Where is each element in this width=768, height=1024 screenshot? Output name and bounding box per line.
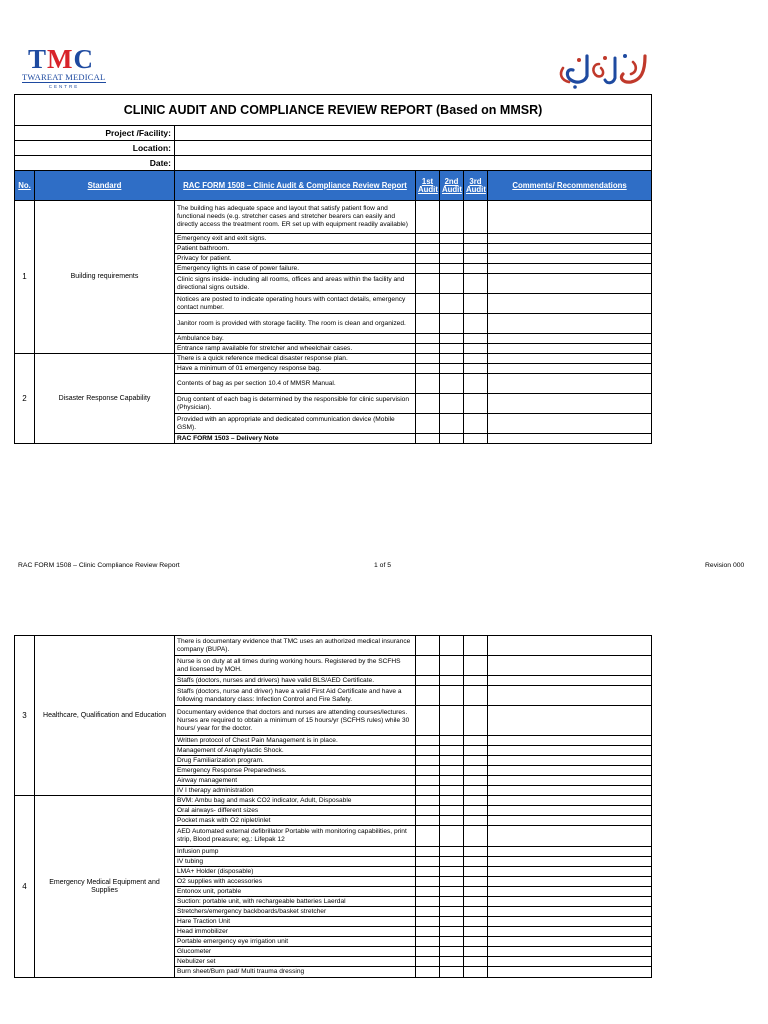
audit-2-cell[interactable] — [440, 201, 464, 234]
audit-3-cell[interactable] — [464, 816, 488, 826]
column-header-standard: Standard — [35, 171, 175, 201]
column-header-comments: Comments/ Recommendations — [488, 171, 652, 201]
audit-3-cell[interactable] — [464, 394, 488, 414]
checklist-item: Patient bathroom. — [175, 244, 416, 254]
audit-3-cell[interactable] — [464, 897, 488, 907]
comments-cell[interactable] — [488, 364, 652, 374]
project-facility-field[interactable] — [175, 126, 652, 141]
audit-2-cell[interactable] — [440, 927, 464, 937]
audit-2-cell[interactable] — [440, 394, 464, 414]
comments-cell[interactable] — [488, 264, 652, 274]
tmc-logo-name: TWAREAT MEDICAL — [22, 72, 106, 82]
checklist-item: Hare Traction Unit — [175, 917, 416, 927]
comments-cell[interactable] — [488, 746, 652, 756]
comments-cell[interactable] — [488, 857, 652, 867]
comments-cell[interactable] — [488, 766, 652, 776]
audit-3-cell[interactable] — [464, 756, 488, 766]
audit-2-cell[interactable] — [440, 947, 464, 957]
checklist-item: Glucometer — [175, 947, 416, 957]
project-facility-label: Project /Facility: — [15, 126, 175, 141]
checklist-item: Airway management — [175, 776, 416, 786]
audit-1-cell[interactable] — [416, 967, 440, 978]
column-header-audit-1: 1st Audit — [416, 171, 440, 201]
checklist-item: O2 supplies with accessories — [175, 877, 416, 887]
checklist-item: AED Automated external defibrillator Portable with monitoring capabilities, print strip, Blood preasure; eg,: Lifepak 12 — [175, 826, 416, 847]
comments-cell[interactable] — [488, 656, 652, 676]
date-field[interactable] — [175, 156, 652, 171]
audit-2-cell[interactable] — [440, 636, 464, 656]
comments-cell[interactable] — [488, 796, 652, 806]
audit-3-cell[interactable] — [464, 201, 488, 234]
audit-3-cell[interactable] — [464, 274, 488, 294]
info-row-location — [15, 141, 652, 156]
audit-2-cell[interactable] — [440, 244, 464, 254]
comments-cell[interactable] — [488, 434, 652, 444]
audit-2-cell[interactable] — [440, 887, 464, 897]
checklist-item: Clinic signs inside- including all rooms, offices and areas within the facility and directional signs outside. — [175, 274, 416, 294]
comments-cell[interactable] — [488, 867, 652, 877]
audit-2-cell[interactable] — [440, 294, 464, 314]
audit-2-cell[interactable] — [440, 234, 464, 244]
checklist-item: Head immobilizer — [175, 927, 416, 937]
audit-3-cell[interactable] — [464, 907, 488, 917]
audit-2-cell[interactable] — [440, 756, 464, 766]
table-row — [15, 796, 652, 806]
comments-cell[interactable] — [488, 254, 652, 264]
audit-1-cell[interactable] — [416, 374, 440, 394]
checklist-item: IV tubing — [175, 857, 416, 867]
footer-revision: Revision 000 — [705, 562, 745, 569]
audit-3-cell[interactable] — [464, 887, 488, 897]
audit-2-cell[interactable] — [440, 736, 464, 746]
section-standard: Emergency Medical Equipment and Supplies — [35, 796, 175, 978]
location-field[interactable] — [175, 141, 652, 156]
checklist-item: Portable emergency eye irrigation unit — [175, 937, 416, 947]
audit-3-cell[interactable] — [464, 334, 488, 344]
audit-2-cell[interactable] — [440, 776, 464, 786]
comments-cell[interactable] — [488, 877, 652, 887]
audit-1-cell[interactable] — [416, 826, 440, 847]
audit-3-cell[interactable] — [464, 264, 488, 274]
audit-3-cell[interactable] — [464, 917, 488, 927]
comments-cell[interactable] — [488, 847, 652, 857]
checklist-item: Staffs (doctors, nurses and drivers) have valid BLS/AED Certificate. — [175, 676, 416, 686]
audit-2-cell[interactable] — [440, 364, 464, 374]
audit-1-cell[interactable] — [416, 394, 440, 414]
audit-1-cell[interactable] — [416, 816, 440, 826]
audit-1-cell[interactable] — [416, 686, 440, 706]
audit-1-cell[interactable] — [416, 706, 440, 736]
audit-1-cell[interactable] — [416, 334, 440, 344]
audit-2-cell[interactable] — [440, 917, 464, 927]
tmc-logo — [22, 44, 108, 92]
audit-3-cell[interactable] — [464, 786, 488, 796]
audit-1-cell[interactable] — [416, 264, 440, 274]
audit-3-cell[interactable] — [464, 967, 488, 978]
audit-1-cell[interactable] — [416, 364, 440, 374]
audit-2-cell[interactable] — [440, 334, 464, 344]
audit-3-cell[interactable] — [464, 314, 488, 334]
audit-3-cell[interactable] — [464, 374, 488, 394]
audit-1-cell[interactable] — [416, 254, 440, 264]
checklist-item: Entonox unit, portable — [175, 887, 416, 897]
audit-1-cell[interactable] — [416, 294, 440, 314]
audit-1-cell[interactable] — [416, 867, 440, 877]
info-row-date — [15, 156, 652, 171]
audit-2-cell[interactable] — [440, 344, 464, 354]
info-row-project — [15, 126, 652, 141]
audit-1-cell[interactable] — [416, 776, 440, 786]
checklist-item: Emergency Response Preparedness. — [175, 766, 416, 776]
audit-table-page-1 — [14, 94, 652, 444]
checklist-item: Drug content of each bag is determined by the responsible for clinic supervision (Physician). — [175, 394, 416, 414]
audit-1-cell[interactable] — [416, 897, 440, 907]
audit-2-cell[interactable] — [440, 897, 464, 907]
audit-1-cell[interactable] — [416, 676, 440, 686]
checklist-item: Emergency exit and exit signs. — [175, 234, 416, 244]
audit-3-cell[interactable] — [464, 766, 488, 776]
audit-2-cell[interactable] — [440, 374, 464, 394]
checklist-item: Suction: portable unit, with rechargeable batteries Laerdal — [175, 897, 416, 907]
audit-1-cell[interactable] — [416, 736, 440, 746]
audit-3-cell[interactable] — [464, 636, 488, 656]
audit-2-cell[interactable] — [440, 686, 464, 706]
column-header-form: RAC FORM 1508 – Clinic Audit & Compliance Review Report — [175, 171, 416, 201]
audit-3-cell[interactable] — [464, 796, 488, 806]
audit-3-cell[interactable] — [464, 706, 488, 736]
checklist-item: Staffs (doctors, nurse and driver) have a valid First Aid Certificate and have a following mandatory class: Infection Control and Fire Safety. — [175, 686, 416, 706]
checklist-item: Provided with an appropriate and dedicated communication device (Mobile GSM). — [175, 414, 416, 434]
checklist-item: Written protocol of Chest Pain Management is in place. — [175, 736, 416, 746]
audit-3-cell[interactable] — [464, 676, 488, 686]
audit-3-cell[interactable] — [464, 354, 488, 364]
audit-3-cell[interactable] — [464, 414, 488, 434]
comments-cell[interactable] — [488, 897, 652, 907]
audit-3-cell[interactable] — [464, 294, 488, 314]
checklist-item: Burn sheet/Burn pad/ Multi trauma dressing — [175, 967, 416, 978]
checklist-item: BVM: Ambu bag and mask CO2 indicator, Adult, Disposable — [175, 796, 416, 806]
checklist-item: Notices are posted to indicate operating hours with contact details, emergency contact number. — [175, 294, 416, 314]
audit-1-cell[interactable] — [416, 414, 440, 434]
checklist-item: Contents of bag as per section 10.4 of MMSR Manual. — [175, 374, 416, 394]
audit-2-cell[interactable] — [440, 877, 464, 887]
audit-1-cell[interactable] — [416, 927, 440, 937]
comments-cell[interactable] — [488, 917, 652, 927]
audit-2-cell[interactable] — [440, 434, 464, 444]
audit-3-cell[interactable] — [464, 857, 488, 867]
audit-2-cell[interactable] — [440, 264, 464, 274]
comments-cell[interactable] — [488, 344, 652, 354]
audit-3-cell[interactable] — [464, 234, 488, 244]
checklist-item: Ambulance bay. — [175, 334, 416, 344]
section-number: 1 — [15, 201, 35, 354]
audit-3-cell[interactable] — [464, 254, 488, 264]
audit-3-cell[interactable] — [464, 937, 488, 947]
audit-1-cell[interactable] — [416, 917, 440, 927]
audit-2-cell[interactable] — [440, 796, 464, 806]
audit-2-cell[interactable] — [440, 676, 464, 686]
audit-1-cell[interactable] — [416, 806, 440, 816]
checklist-item: Nebulizer set — [175, 957, 416, 967]
checklist-item: Infusion pump — [175, 847, 416, 857]
audit-2-cell[interactable] — [440, 414, 464, 434]
audit-1-cell[interactable] — [416, 344, 440, 354]
audit-1-cell[interactable] — [416, 857, 440, 867]
comments-cell[interactable] — [488, 394, 652, 414]
checklist-item: Documentary evidence that doctors and nurses are attending courses/lectures. Nurses are required to obtain a minimum of 15 hours/yr (SCFHS rules) while 30 hours/ year for the doctor. — [175, 706, 416, 736]
checklist-item: IV I therapy administration — [175, 786, 416, 796]
section-standard: Building requirements — [35, 201, 175, 354]
checklist-item: Drug Familiarization program. — [175, 756, 416, 766]
audit-3-cell[interactable] — [464, 364, 488, 374]
audit-3-cell[interactable] — [464, 877, 488, 887]
arabic-calligraphy-logo — [553, 48, 653, 90]
column-header-no: No. — [15, 171, 35, 201]
audit-1-cell[interactable] — [416, 937, 440, 947]
date-label: Date: — [15, 156, 175, 171]
checklist-item: LMA+ Holder (disposable) — [175, 867, 416, 877]
checklist-item: There is a quick reference medical disaster response plan. — [175, 354, 416, 364]
footer-page-number: 1 of 5 — [374, 562, 392, 569]
column-header-audit-3: 3rd Audit — [464, 171, 488, 201]
audit-1-cell[interactable] — [416, 796, 440, 806]
checklist-item: There is documentary evidence that TMC uses an authorized medical insurance company (BUPA). — [175, 636, 416, 656]
audit-1-cell[interactable] — [416, 887, 440, 897]
comments-cell[interactable] — [488, 314, 652, 334]
audit-2-cell[interactable] — [440, 314, 464, 334]
comments-cell[interactable] — [488, 201, 652, 234]
audit-2-cell[interactable] — [440, 957, 464, 967]
comments-cell[interactable] — [488, 826, 652, 847]
comments-cell[interactable] — [488, 636, 652, 656]
comments-cell[interactable] — [488, 736, 652, 746]
audit-1-cell[interactable] — [416, 877, 440, 887]
audit-1-cell[interactable] — [416, 847, 440, 857]
table-row — [15, 636, 652, 656]
audit-2-cell[interactable] — [440, 656, 464, 676]
audit-1-cell[interactable] — [416, 234, 440, 244]
comments-cell[interactable] — [488, 756, 652, 766]
audit-1-cell[interactable] — [416, 746, 440, 756]
location-label: Location: — [15, 141, 175, 156]
audit-1-cell[interactable] — [416, 947, 440, 957]
comments-cell[interactable] — [488, 927, 652, 937]
table-row — [15, 201, 652, 234]
audit-3-cell[interactable] — [464, 947, 488, 957]
audit-2-cell[interactable] — [440, 937, 464, 947]
audit-2-cell[interactable] — [440, 857, 464, 867]
comments-cell[interactable] — [488, 947, 652, 957]
audit-3-cell[interactable] — [464, 776, 488, 786]
audit-3-cell[interactable] — [464, 806, 488, 816]
comments-cell[interactable] — [488, 907, 652, 917]
audit-3-cell[interactable] — [464, 927, 488, 937]
audit-3-cell[interactable] — [464, 746, 488, 756]
checklist-item: Privacy for patient. — [175, 254, 416, 264]
audit-1-cell[interactable] — [416, 756, 440, 766]
comments-cell[interactable] — [488, 234, 652, 244]
comments-cell[interactable] — [488, 786, 652, 796]
tmc-logo-mark: TMC — [28, 44, 94, 74]
audit-1-cell[interactable] — [416, 786, 440, 796]
comments-cell[interactable] — [488, 957, 652, 967]
audit-1-cell[interactable] — [416, 354, 440, 364]
audit-3-cell[interactable] — [464, 736, 488, 746]
audit-3-cell[interactable] — [464, 867, 488, 877]
audit-2-cell[interactable] — [440, 746, 464, 756]
comments-cell[interactable] — [488, 806, 652, 816]
audit-2-cell[interactable] — [440, 706, 464, 736]
checklist-item: Emergency lights in case of power failure. — [175, 264, 416, 274]
audit-3-cell[interactable] — [464, 344, 488, 354]
audit-2-cell[interactable] — [440, 254, 464, 264]
section-standard: Disaster Response Capability — [35, 354, 175, 444]
audit-3-cell[interactable] — [464, 847, 488, 857]
checklist-item: Management of Anaphylactic Shock. — [175, 746, 416, 756]
audit-table-page-2 — [14, 635, 652, 978]
audit-1-cell[interactable] — [416, 957, 440, 967]
audit-1-cell[interactable] — [416, 274, 440, 294]
comments-cell[interactable] — [488, 274, 652, 294]
audit-2-cell[interactable] — [440, 354, 464, 364]
checklist-item: RAC FORM 1503 – Delivery Note — [175, 434, 416, 444]
audit-1-cell[interactable] — [416, 314, 440, 334]
checklist-item: Janitor room is provided with storage facility. The room is clean and organized. — [175, 314, 416, 334]
checklist-item: Oral airways- different sizes — [175, 806, 416, 816]
comments-cell[interactable] — [488, 816, 652, 826]
audit-1-cell[interactable] — [416, 636, 440, 656]
tmc-logo-centre: CENTRE — [22, 82, 106, 89]
audit-3-cell[interactable] — [464, 826, 488, 847]
audit-2-cell[interactable] — [440, 274, 464, 294]
audit-2-cell[interactable] — [440, 867, 464, 877]
checklist-item: The building has adequate space and layout that satisfy patient flow and functional needs (e.g. stretcher cases and stretcher bearers can easily and directly access the treatment room. ER set up with equipment readily available) — [175, 201, 416, 234]
comments-cell[interactable] — [488, 937, 652, 947]
audit-1-cell[interactable] — [416, 766, 440, 776]
audit-3-cell[interactable] — [464, 957, 488, 967]
comments-cell[interactable] — [488, 887, 652, 897]
comments-cell[interactable] — [488, 354, 652, 364]
checklist-item: Nurse is on duty at all times during working hours. Registered by the SCFHS and licensed by MOH. — [175, 656, 416, 676]
report-title: CLINIC AUDIT AND COMPLIANCE REVIEW REPORT (Based on MMSR) — [15, 95, 652, 126]
audit-2-cell[interactable] — [440, 816, 464, 826]
audit-1-cell[interactable] — [416, 201, 440, 234]
audit-2-cell[interactable] — [440, 847, 464, 857]
checklist-item: Have a minimum of 01 emergency response bag. — [175, 364, 416, 374]
audit-1-cell[interactable] — [416, 434, 440, 444]
comments-cell[interactable] — [488, 706, 652, 736]
column-header-audit-2: 2nd Audit — [440, 171, 464, 201]
comments-cell[interactable] — [488, 686, 652, 706]
checklist-item: Stretchers/emergency backboards/basket stretcher — [175, 907, 416, 917]
audit-2-cell[interactable] — [440, 786, 464, 796]
audit-3-cell[interactable] — [464, 686, 488, 706]
footer-form-name: RAC FORM 1508 – Clinic Compliance Review Report — [18, 562, 180, 569]
table-row — [15, 354, 652, 364]
comments-cell[interactable] — [488, 244, 652, 254]
audit-2-cell[interactable] — [440, 967, 464, 978]
audit-2-cell[interactable] — [440, 806, 464, 816]
audit-1-cell[interactable] — [416, 907, 440, 917]
comments-cell[interactable] — [488, 676, 652, 686]
comments-cell[interactable] — [488, 334, 652, 344]
section-number: 4 — [15, 796, 35, 978]
section-number: 3 — [15, 636, 35, 796]
audit-2-cell[interactable] — [440, 766, 464, 776]
audit-3-cell[interactable] — [464, 656, 488, 676]
comments-cell[interactable] — [488, 414, 652, 434]
section-number: 2 — [15, 354, 35, 444]
audit-2-cell[interactable] — [440, 826, 464, 847]
audit-2-cell[interactable] — [440, 907, 464, 917]
comments-cell[interactable] — [488, 374, 652, 394]
checklist-item: Pocket mask with O2 niplet/inlet — [175, 816, 416, 826]
comments-cell[interactable] — [488, 776, 652, 786]
comments-cell[interactable] — [488, 294, 652, 314]
audit-3-cell[interactable] — [464, 434, 488, 444]
section-standard: Healthcare, Qualification and Education — [35, 636, 175, 796]
audit-1-cell[interactable] — [416, 656, 440, 676]
checklist-item: Entrance ramp available for stretcher and wheelchair cases. — [175, 344, 416, 354]
column-header-row — [15, 171, 652, 201]
audit-3-cell[interactable] — [464, 244, 488, 254]
comments-cell[interactable] — [488, 967, 652, 978]
audit-1-cell[interactable] — [416, 244, 440, 254]
